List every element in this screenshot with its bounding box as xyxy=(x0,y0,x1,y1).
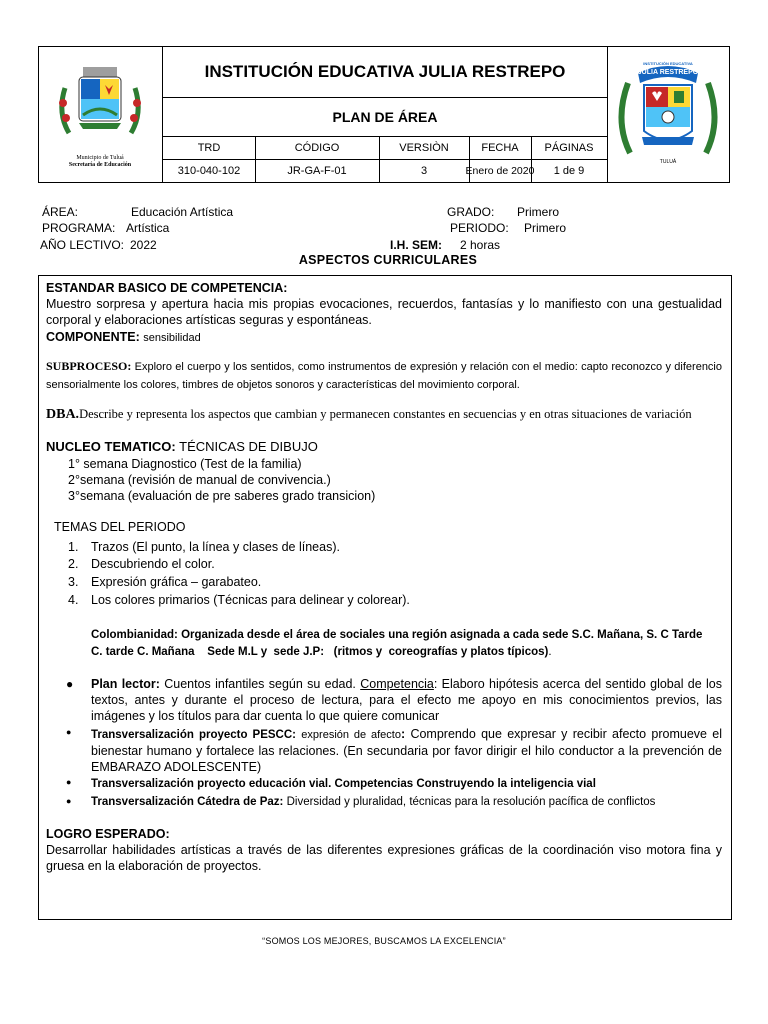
estandar-title: ESTANDAR BASICO DE COMPETENCIA: xyxy=(46,281,288,295)
pescc-small: expresión de afecto xyxy=(301,729,401,741)
crest-small-text: INSTITUCIÓN EDUCATIVA xyxy=(643,61,693,66)
tema-item: Los colores primarios (Técnicas para delinear y colorear). xyxy=(91,593,410,607)
programa-value: Artística xyxy=(126,221,170,235)
paz-label: Transversalización Cátedra de Paz: xyxy=(91,796,284,808)
componente-label: COMPONENTE: xyxy=(46,330,140,344)
estandar-text: Muestro sorpresa y apertura hacia mis propias evocaciones, recuerdos, fantasías y lo manifiesto con una gestualidad corporal y elaboraciones artísticas seguras y espontáneas. xyxy=(46,297,722,327)
val-codigo: JR-GA-F-01 xyxy=(287,165,347,177)
val-fecha: Enero de 2020 xyxy=(465,165,535,177)
tema-number: 2. xyxy=(68,557,79,571)
pescc-label: Transversalización proyecto PESCC: xyxy=(91,729,296,741)
col-paginas: PÁGINAS xyxy=(544,142,594,154)
ih-value: 2 horas xyxy=(460,238,501,252)
bullet-icon: ● xyxy=(66,777,72,787)
colombianidad-text: Organizada desde el área de sociales una región asignada a cada sede S.C. Mañana, S. C Tarde C. tarde C. Mañana Sede M.L y sede J.P: (ritmos y coreografías y platos típicos) xyxy=(91,629,706,658)
periodo-label: PERIODO: xyxy=(450,221,509,235)
val-version: 3 xyxy=(420,165,428,177)
pescc: Transversalización proyecto PESCC: expresión de afecto: Comprendo que expresar y recibir afecto promueve el bienestar humano y fortalece las relaciones. (En secundaria por favor dirigir el hilo conductor a la prevención de EMBARAZO ADOLESCENTE) xyxy=(91,727,723,774)
document-meta-grid xyxy=(163,137,607,182)
semana-3: 3°semana (evaluación de pre saberes grado transicion) xyxy=(68,489,376,503)
nucleo-line xyxy=(46,439,722,455)
municipio-shield-icon xyxy=(39,63,161,163)
tema-number: 3. xyxy=(68,575,79,589)
bullet-icon: ● xyxy=(66,677,74,691)
colombianidad-label: Colombianidad: xyxy=(91,629,178,641)
area-value: Educación Artística xyxy=(131,205,234,219)
logro-text: Desarrollar habilidades artísticas a través de las diferentes expresiones gráficas de la coordinación viso motora fina y gruesa en la elaboración de proyectos. xyxy=(46,843,722,873)
paz-text: Diversidad y pluralidad, técnicas para la resolución pacífica de conflictos xyxy=(286,796,656,808)
section-title: ASPECTOS CURRICULARES xyxy=(298,253,478,267)
area-label: ÁREA: xyxy=(42,205,79,219)
semana-2: 2°semana (revisión de manual de convivencia.) xyxy=(68,473,331,487)
header-table xyxy=(38,46,730,183)
subproceso-text: Exploro el cuerpo y los sentidos, como instrumentos de expresión y relación con el medio: capto reconozco y diferencio sensorialmente los colores, timbres de objetos sonoros y características del movimiento corporal. xyxy=(46,361,722,391)
colombianidad-end: . xyxy=(548,646,552,658)
componente-value: sensibilidad xyxy=(143,332,201,344)
dba xyxy=(46,406,722,423)
document-title: PLAN DE ÁREA xyxy=(163,98,607,137)
tema-item: Expresión gráfica – garabateo. xyxy=(91,575,262,589)
subproceso-label: SUBPROCESO: xyxy=(46,359,132,373)
municipio-caption: Municipio de Tuluá xyxy=(76,155,124,161)
col-fecha-label: FECHA xyxy=(481,142,519,154)
crest-city-text: TULUÁ xyxy=(659,159,677,165)
periodo-value: Primero xyxy=(524,221,567,235)
tema-item: Trazos (El punto, la línea y clases de líneas). xyxy=(91,540,340,554)
secretaria-caption: Secretaría de Educación xyxy=(68,162,132,168)
grado-label: GRADO: xyxy=(447,205,495,219)
semana-1: 1° semana Diagnostico (Test de la familia) xyxy=(68,457,302,471)
plan-lector xyxy=(91,676,722,724)
dba-label: DBA. xyxy=(46,407,80,422)
institution-logo-cell xyxy=(607,47,730,182)
nucleo-value: TÉCNICAS DE DIBUJO xyxy=(179,439,318,454)
crest-name-text: JULIA RESTREPO xyxy=(637,69,699,76)
col-version: VERSIÒN xyxy=(399,142,449,154)
temas-title: TEMAS DEL PERIODO xyxy=(54,520,186,534)
ano-label: AÑO LECTIVO: xyxy=(40,238,125,252)
bullet-icon: ● xyxy=(66,727,72,737)
componente-line xyxy=(46,329,722,346)
tema-number: 1. xyxy=(68,540,79,554)
nucleo-label: NUCLEO TEMATICO: xyxy=(46,439,176,454)
footer-motto: “SOMOS LOS MEJORES, BUSCAMOS LA EXCELENCIA” xyxy=(262,936,506,946)
col-codigo: CÓDIGO xyxy=(294,142,340,154)
plan-lector-text-1: Cuentos infantiles según su edad. xyxy=(164,677,356,691)
plan-lector-competencia: Competencia xyxy=(360,677,434,691)
val-trd: 310-040-102 xyxy=(177,165,241,177)
vial: Transversalización proyecto educación vial. Competencias Construyendo la inteligencia vial xyxy=(91,778,596,790)
institution-crest-icon xyxy=(608,61,728,173)
paz xyxy=(91,794,722,810)
col-fecha xyxy=(469,137,531,159)
ih-label: I.H. SEM: xyxy=(390,238,443,252)
logro-title: LOGRO ESPERADO: xyxy=(46,827,170,841)
subproceso xyxy=(46,358,722,394)
bullet-icon: ● xyxy=(66,796,72,806)
pescc-text: Comprendo que expresar y recibir afecto promueve el bienestar humano y fortalece las relaciones. (En secundaria por favor dirigir el hilo conductor a la prevención de EMBARAZO ADOLESCENTE) xyxy=(91,727,723,774)
grado-value: Primero xyxy=(517,205,560,219)
col-trd: TRD xyxy=(197,142,221,154)
crest-motto-text: VIRTUD TRABAJO CIENCIA xyxy=(638,145,698,150)
ano-value: 2022 xyxy=(130,238,157,252)
val-paginas: 1 de 9 xyxy=(553,165,585,177)
plan-lector-label: Plan lector: xyxy=(91,677,160,691)
tema-item: Descubriendo el color. xyxy=(91,557,215,571)
institution-title: INSTITUCIÓN EDUCATIVA JULIA RESTREPO xyxy=(163,47,607,98)
dba-text: Describe y representa los aspectos que cambian y permanecen constantes en secuencias y en otras situaciones de variación xyxy=(79,407,692,421)
municipio-logo-cell xyxy=(39,47,163,182)
colombianidad xyxy=(91,627,717,661)
plan-lector-text-2: : Elaboro hipótesis acerca del sentido global de los textos, antes y durante el proceso de lectura, para el efecto me apoyo en mis conocimientos previos, las imágenes y los títulos para dar cuenta lo que quiere comunicar xyxy=(91,677,722,723)
tema-number: 4. xyxy=(68,593,79,607)
programa-label: PROGRAMA: xyxy=(42,221,116,235)
